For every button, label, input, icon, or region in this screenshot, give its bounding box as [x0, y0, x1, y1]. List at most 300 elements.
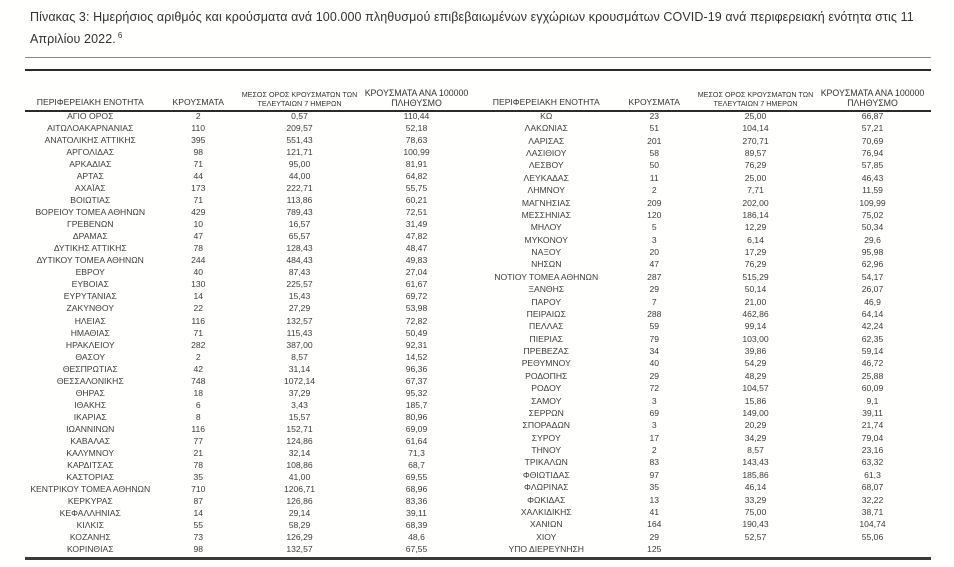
table-row: [481, 246, 931, 258]
region-cell: ΦΛΩΡΙΝΑΣ: [524, 482, 569, 493]
cases-cell: 288: [647, 308, 662, 319]
region-cell: ΗΛΕΙΑΣ: [74, 315, 106, 326]
cases-cell: 17: [649, 432, 660, 443]
cases-cell: 47: [193, 231, 204, 242]
cases-cell: 20: [649, 247, 660, 258]
avg7-cell: 209,57: [286, 122, 313, 133]
table-row: [25, 255, 475, 267]
table-row: [25, 218, 475, 230]
table-row: [481, 370, 931, 382]
region-cell: ΕΥΡΥΤΑΝΙΑΣ: [63, 291, 117, 302]
avg7-cell: 34,29: [744, 432, 767, 443]
header-per100k: ΚΡΟΥΣΜΑΤΑ ΑΝΑ 100000 ΠΛΗΘΥΣΜΟ: [364, 87, 469, 108]
cases-cell: 5: [651, 222, 657, 233]
avg7-cell: 15,43: [288, 291, 311, 302]
region-cell: ΠΑΡΟΥ: [531, 296, 562, 307]
per100k-cell: 96,36: [405, 363, 428, 374]
per100k-cell: 47,82: [405, 231, 428, 242]
per100k-cell: 69,55: [405, 472, 428, 483]
table-row: [481, 358, 931, 370]
per100k-cell: 26,07: [861, 284, 884, 295]
table-row: [481, 469, 931, 481]
avg7-cell: 126,29: [286, 532, 313, 543]
region-cell: ΧΑΝΙΩΝ: [529, 519, 563, 530]
table-row: [481, 271, 931, 283]
table-row: [481, 110, 931, 122]
avg7-cell: 39,86: [744, 346, 767, 357]
per100k-cell: 39,11: [406, 508, 427, 519]
per100k-cell: 68,96: [405, 484, 428, 495]
table-row: [25, 182, 475, 194]
per100k-cell: 14,52: [405, 351, 428, 362]
per100k-cell: 57,85: [861, 160, 884, 171]
cases-cell: 55: [193, 520, 204, 531]
per100k-cell: 81,91: [405, 158, 428, 169]
avg7-cell: 190,43: [742, 519, 769, 530]
per100k-cell: 32,22: [861, 494, 884, 505]
per100k-cell: 50,49: [405, 327, 428, 338]
per100k-cell: 61,67: [405, 279, 428, 290]
cases-cell: 35: [649, 482, 660, 493]
table-row: [25, 146, 475, 158]
avg7-cell: 31,14: [288, 363, 311, 374]
per100k-cell: 64,82: [405, 170, 428, 181]
region-cell: ΛΑΚΩΝΙΑΣ: [524, 123, 568, 134]
region-cell: ΙΩΑΝΝΙΝΩΝ: [66, 423, 115, 434]
avg7-cell: 462,86: [742, 308, 769, 319]
region-cell: ΚΑΛΥΜΝΟΥ: [66, 448, 115, 459]
cases-cell: 35: [193, 472, 204, 483]
avg7-cell: 6,14: [747, 234, 764, 245]
cases-cell: 78: [193, 460, 204, 471]
table-row: [481, 259, 931, 271]
avg7-cell: 1072,14: [283, 375, 316, 386]
table-row: [25, 351, 475, 363]
per100k-cell: 59,14: [861, 346, 884, 357]
cases-cell: 130: [191, 279, 206, 290]
table-row: [25, 170, 475, 182]
cases-cell: 209: [647, 197, 662, 208]
table-row: [481, 543, 931, 556]
region-cell: ΔΥΤΙΚΗΣ ΑΤΤΙΚΗΣ: [53, 243, 127, 254]
per100k-cell: 63,32: [861, 457, 884, 468]
avg7-cell: 124,86: [286, 435, 313, 446]
cases-cell: 50: [649, 160, 660, 171]
table-row: [25, 520, 475, 532]
per100k-cell: 95,32: [405, 387, 428, 398]
avg7-cell: 121,71: [286, 146, 313, 157]
table-row: [481, 494, 931, 506]
table-row: [481, 481, 931, 493]
cases-cell: 23: [649, 110, 660, 121]
per100k-cell: 21,74: [861, 420, 884, 431]
table-row: [25, 544, 475, 556]
table-row: [25, 447, 475, 459]
cases-cell: 3: [651, 420, 657, 431]
table-row: [25, 303, 475, 315]
cases-cell: 58: [649, 148, 660, 159]
region-cell: ΝΗΣΩΝ: [531, 259, 562, 270]
region-cell: ΜΑΓΝΗΣΙΑΣ: [521, 197, 571, 208]
cases-cell: 79: [649, 333, 660, 344]
per100k-cell: 83,36: [405, 496, 428, 507]
avg7-cell: 37,29: [288, 387, 311, 398]
avg7-cell: 0,57: [291, 110, 308, 121]
region-cell: ΚΑΒΑΛΑΣ: [70, 435, 111, 446]
table-row: [25, 158, 475, 170]
per100k-cell: 55,75: [405, 183, 428, 193]
cases-cell: 41: [649, 506, 660, 517]
per100k-cell: 29,6: [864, 234, 881, 245]
region-cell: ΔΥΤΙΚΟΥ ΤΟΜΕΑ ΑΘΗΝΩΝ: [36, 255, 144, 266]
table-row: [25, 291, 475, 303]
avg7-cell: 15,86: [744, 395, 767, 406]
header-region: ΠΕΡΙΦΕΡΕΙΑΚΗ ΕΝΟΤΗΤΑ: [36, 97, 144, 108]
region-cell: ΣΠΟΡΑΔΩΝ: [522, 420, 570, 431]
per100k-cell: 68,7: [408, 460, 425, 471]
avg7-cell: 128,43: [286, 243, 313, 254]
cases-cell: 87: [193, 496, 204, 507]
table-row: [481, 296, 931, 308]
per100k-cell: 72,82: [405, 315, 428, 326]
avg7-cell: 7,71: [747, 185, 764, 196]
avg7-cell: 270,71: [742, 135, 769, 146]
region-cell: ΠΙΕΡΙΑΣ: [529, 333, 563, 344]
table-row: [481, 221, 931, 233]
region-cell: ΛΕΥΚΑΔΑΣ: [523, 172, 569, 183]
region-cell: ΜΗΛΟΥ: [530, 222, 562, 233]
cases-cell: 2: [651, 445, 657, 456]
avg7-cell: 484,43: [286, 255, 313, 266]
table-row: [481, 382, 931, 394]
cases-cell: 51: [649, 123, 660, 134]
cases-cell: 69: [649, 407, 660, 418]
cases-cell: 83: [649, 457, 660, 468]
header-region: ΠΕΡΙΦΕΡΕΙΑΚΗ ΕΝΟΤΗΤΑ: [492, 97, 600, 108]
region-cell: ΦΩΚΙΔΑΣ: [527, 494, 566, 505]
cases-cell: 29: [649, 284, 660, 295]
cases-cell: 78: [193, 243, 204, 254]
cases-cell: 18: [193, 387, 204, 398]
avg7-cell: 152,71: [286, 423, 313, 434]
region-cell: ΘΑΣΟΥ: [75, 351, 106, 362]
avg7-cell: 12,29: [744, 222, 767, 233]
cases-cell: 2: [651, 185, 657, 196]
cases-cell: 125: [647, 544, 662, 555]
table-row: [481, 531, 931, 543]
avg7-cell: 65,57: [288, 231, 311, 242]
region-cell: ΗΡΑΚΛΕΙΟΥ: [65, 339, 115, 350]
region-cell: ΛΗΜΝΟΥ: [527, 185, 565, 196]
region-cell: ΙΘΑΚΗΣ: [74, 399, 107, 410]
table-row: [481, 184, 931, 196]
region-cell: ΚΑΡΔΙΤΣΑΣ: [67, 460, 114, 471]
avg7-cell: 48,29: [744, 370, 767, 381]
cases-cell: 13: [649, 494, 660, 505]
table-row: [25, 471, 475, 483]
cases-cell: 71: [193, 327, 204, 338]
per100k-cell: 46,9: [864, 296, 881, 307]
region-cell: ΡΕΘΥΜΝΟΥ: [521, 358, 571, 369]
avg7-cell: 3,43: [291, 399, 308, 410]
header-row: [481, 74, 931, 110]
per100k-cell: 23,16: [861, 445, 884, 456]
avg7-cell: 76,29: [744, 160, 767, 171]
region-cell: ΧΑΛΚΙΔΙΚΗΣ: [520, 506, 572, 517]
table-row: [25, 435, 475, 447]
header-avg7: ΜΕΣΟΣ ΟΡΟΣ ΚΡΟΥΣΜΑΤΩΝ ΤΩΝ ΤΕΛΕΥΤΑΙΩΝ 7 ΗΜΕΡΩΝ: [241, 90, 358, 108]
region-cell: ΑΓΙΟ ΟΡΟΣ: [67, 110, 114, 121]
region-cell: ΒΟΙΩΤΙΑΣ: [70, 195, 111, 206]
per100k-cell: 78,63: [405, 134, 428, 145]
region-cell: ΑΡΚΑΔΙΑΣ: [69, 158, 112, 169]
per100k-cell: 38,71: [861, 506, 884, 517]
table-body-right: [481, 110, 931, 556]
table-row: [25, 375, 475, 387]
avg7-cell: 186,14: [742, 209, 769, 220]
avg7-cell: 29,14: [288, 508, 311, 519]
avg7-cell: 87,43: [288, 267, 311, 278]
cases-cell: 6: [195, 399, 201, 410]
table-row: [25, 399, 475, 411]
cases-cell: 10: [193, 219, 204, 230]
region-cell: ΑΡΓΟΛΙΔΑΣ: [66, 146, 115, 157]
per100k-cell: 61,64: [405, 435, 428, 446]
cases-cell: 40: [193, 267, 204, 278]
table-row: [25, 230, 475, 242]
per100k-cell: 67,55: [405, 544, 428, 555]
per100k-cell: 95,98: [861, 247, 884, 258]
region-cell: ΚΕΦΑΛΛΗΝΙΑΣ: [59, 508, 121, 519]
avg7-cell: 551,43: [286, 134, 313, 145]
region-cell: ΡΟΔΟΥ: [531, 383, 562, 394]
avg7-cell: 75,00: [744, 506, 767, 517]
cases-cell: 72: [649, 383, 660, 394]
cases-cell: 47: [649, 259, 660, 270]
region-cell: ΧΙΟΥ: [536, 531, 557, 542]
cases-cell: 71: [193, 158, 204, 169]
per100k-cell: [814, 543, 931, 556]
avg7-cell: 52,57: [744, 531, 767, 542]
per100k-cell: 79,04: [861, 432, 884, 443]
table-row: [481, 395, 931, 407]
region-cell: ΚΙΛΚΙΣ: [76, 520, 104, 531]
region-cell: ΣΕΡΡΩΝ: [528, 407, 564, 418]
cases-cell: 11: [649, 172, 659, 183]
avg7-cell: 41,00: [288, 472, 311, 483]
avg7-cell: 104,57: [742, 383, 769, 394]
region-cell: ΜΥΚΟΝΟΥ: [524, 234, 568, 245]
per100k-cell: 80,96: [405, 411, 428, 422]
table-row: [481, 147, 931, 159]
header-avg7: ΜΕΣΟΣ ΟΡΟΣ ΚΡΟΥΣΜΑΤΩΝ ΤΩΝ ΤΕΛΕΥΤΑΙΩΝ 7 ΗΜΕΡΩΝ: [697, 90, 814, 108]
region-cell: ΡΟΔΟΠΗΣ: [525, 370, 568, 381]
avg7-cell: 108,86: [286, 460, 313, 471]
avg7-cell: 103,00: [742, 333, 769, 344]
cases-cell: 8: [195, 411, 201, 422]
cases-cell: 44: [193, 170, 204, 181]
cases-cell: 287: [647, 271, 662, 282]
per100k-cell: 48,47: [405, 243, 428, 254]
per100k-cell: 31,49: [405, 219, 428, 230]
cases-cell: 3: [651, 234, 657, 245]
table-row: [25, 411, 475, 423]
per100k-cell: 75,02: [861, 209, 884, 220]
cases-cell: 164: [647, 519, 662, 530]
cases-cell: 110: [191, 122, 206, 133]
per100k-cell: 46,43: [861, 172, 884, 183]
region-cell: ΓΡΕΒΕΝΩΝ: [67, 219, 114, 230]
header-cases: ΚΡΟΥΣΜΑΤΑ: [172, 97, 224, 108]
region-cell: ΕΥΒΟΙΑΣ: [71, 279, 109, 290]
table-row: [25, 243, 475, 255]
cases-cell: 282: [191, 339, 206, 350]
region-cell: ΙΚΑΡΙΑΣ: [73, 411, 107, 422]
region-cell: ΤΗΝΟΥ: [531, 445, 562, 456]
region-cell: ΣΑΜΟΥ: [531, 395, 562, 406]
avg7-cell: 21,00: [744, 296, 767, 307]
region-cell: ΘΕΣΣΑΛΟΝΙΚΗΣ: [56, 375, 124, 386]
cases-cell: 22: [193, 303, 204, 314]
per100k-cell: 27,04: [405, 267, 428, 278]
top-rule-thin: [25, 57, 931, 58]
cases-cell: 98: [193, 544, 204, 555]
cases-cell: 29: [649, 531, 660, 542]
region-cell: ΝΟΤΙΟΥ ΤΟΜΕΑ ΑΘΗΝΩΝ: [494, 271, 599, 282]
per100k-cell: 70,69: [861, 135, 884, 146]
per100k-cell: 92,31: [405, 339, 428, 350]
avg7-cell: 95,00: [288, 158, 311, 169]
region-cell: ΚΩ: [540, 110, 553, 121]
region-cell: ΒΟΡΕΙΟΥ ΤΟΜΕΑ ΑΘΗΝΩΝ: [35, 207, 146, 218]
avg7-cell: 113,86: [286, 195, 313, 206]
per100k-cell: 185,7: [405, 399, 428, 410]
per100k-cell: 25,88: [861, 370, 884, 381]
per100k-cell: 100,99: [403, 146, 430, 157]
table-row: [481, 209, 931, 221]
avg7-cell: 202,00: [742, 197, 769, 208]
table-row: [481, 135, 931, 147]
per100k-cell: 64,14: [861, 308, 884, 319]
avg7-cell: 20,29: [744, 420, 767, 431]
table-row: [25, 387, 475, 399]
per100k-cell: 55,06: [861, 531, 884, 542]
cases-cell: 3: [651, 395, 657, 406]
region-table-left: [25, 74, 475, 556]
region-cell: ΠΕΙΡΑΙΩΣ: [526, 308, 566, 319]
per100k-cell: 76,94: [861, 148, 884, 159]
avg7-cell: 8,57: [747, 445, 764, 456]
per100k-cell: 72,51: [405, 207, 428, 218]
per100k-cell: 42,24: [861, 321, 884, 332]
avg7-cell: 33,29: [744, 494, 767, 505]
table-row: [481, 308, 931, 320]
table-row: [25, 267, 475, 279]
table-row: [25, 508, 475, 520]
region-cell: ΑΝΑΤΟΛΙΚΗΣ ΑΤΤΙΚΗΣ: [44, 134, 136, 145]
cases-cell: 429: [191, 207, 206, 218]
table-row: [25, 134, 475, 146]
region-cell: ΚΑΣΤΟΡΙΑΣ: [66, 472, 115, 483]
avg7-cell: 225,57: [286, 279, 313, 290]
table-row: [481, 172, 931, 184]
table-row: [481, 518, 931, 530]
region-cell: ΘΕΣΠΡΩΤΙΑΣ: [62, 363, 118, 374]
region-cell: ΕΒΡΟΥ: [75, 267, 105, 278]
cases-cell: 34: [649, 346, 660, 357]
cases-cell: 29: [649, 370, 660, 381]
per100k-cell: 54,17: [861, 271, 884, 282]
avg7-cell: 222,71: [286, 183, 313, 193]
table-row: [481, 506, 931, 518]
region-cell: ΘΗΡΑΣ: [75, 387, 105, 398]
cases-cell: 71: [193, 195, 204, 206]
per100k-cell: 62,35: [861, 333, 884, 344]
table-row: [25, 339, 475, 351]
table-row: [25, 194, 475, 206]
avg7-cell: 126,86: [286, 496, 313, 507]
region-cell: ΑΙΤΩΛΟΑΚΑΡΝΑΝΙΑΣ: [47, 122, 134, 133]
avg7-cell: 50,14: [744, 284, 767, 295]
avg7-cell: 44,00: [288, 170, 311, 181]
per100k-cell: 109,99: [859, 197, 886, 208]
region-cell: ΞΑΝΘΗΣ: [528, 284, 565, 295]
avg7-cell: 387,00: [286, 339, 313, 350]
per100k-cell: 68,39: [405, 520, 428, 531]
cases-cell: 97: [649, 469, 660, 480]
table-row: [25, 206, 475, 218]
avg7-cell: 76,29: [744, 259, 767, 270]
avg7-cell: 115,43: [286, 327, 313, 338]
avg7-cell: 99,14: [744, 321, 767, 332]
cases-cell: 2: [195, 351, 201, 362]
per100k-cell: 49,83: [405, 255, 428, 266]
per100k-cell: 68,07: [861, 482, 884, 493]
per100k-cell: 57,21: [861, 123, 884, 134]
table-row: [25, 122, 475, 134]
table-row: [481, 345, 931, 357]
table-row: [481, 160, 931, 172]
avg7-cell: 104,14: [742, 123, 769, 134]
avg7-cell: 149,00: [742, 407, 769, 418]
per100k-cell: 53,98: [405, 303, 428, 314]
cases-cell: 395: [191, 134, 206, 145]
header-row: [25, 74, 475, 110]
avg7-cell: 185,86: [742, 469, 769, 480]
avg7-cell: 58,29: [288, 520, 311, 531]
per100k-cell: 66,87: [861, 110, 884, 121]
avg7-cell: 1206,71: [283, 484, 316, 495]
table-caption-text: Πίνακας 3: Ημερήσιος αριθμός και κρούσματα ανά 100.000 πληθυσμού επιβεβαιωμένων εγχώριων κρουσμάτων COVID-19 ανά περιφερειακή ενότητα στις 11 Απριλίου 2022.: [30, 10, 914, 47]
avg7-cell: 89,57: [744, 148, 767, 159]
per100k-cell: 67,37: [405, 375, 428, 386]
cases-cell: 77: [193, 435, 204, 446]
table-row: [481, 444, 931, 456]
avg7-cell: 17,29: [744, 247, 767, 258]
region-cell: ΑΧΑΪΑΣ: [74, 183, 106, 193]
bottom-rule: [25, 557, 931, 560]
avg7-cell: 25,00: [744, 172, 767, 183]
avg7-cell: [697, 543, 814, 556]
per100k-cell: 48,6: [408, 532, 425, 543]
avg7-cell: 16,57: [288, 219, 311, 230]
avg7-cell: 143,43: [742, 457, 769, 468]
per100k-cell: 104,74: [859, 519, 886, 530]
cases-cell: 201: [647, 135, 662, 146]
avg7-cell: 46,14: [744, 482, 767, 493]
cases-cell: 244: [191, 255, 206, 266]
table-caption: [30, 7, 935, 51]
